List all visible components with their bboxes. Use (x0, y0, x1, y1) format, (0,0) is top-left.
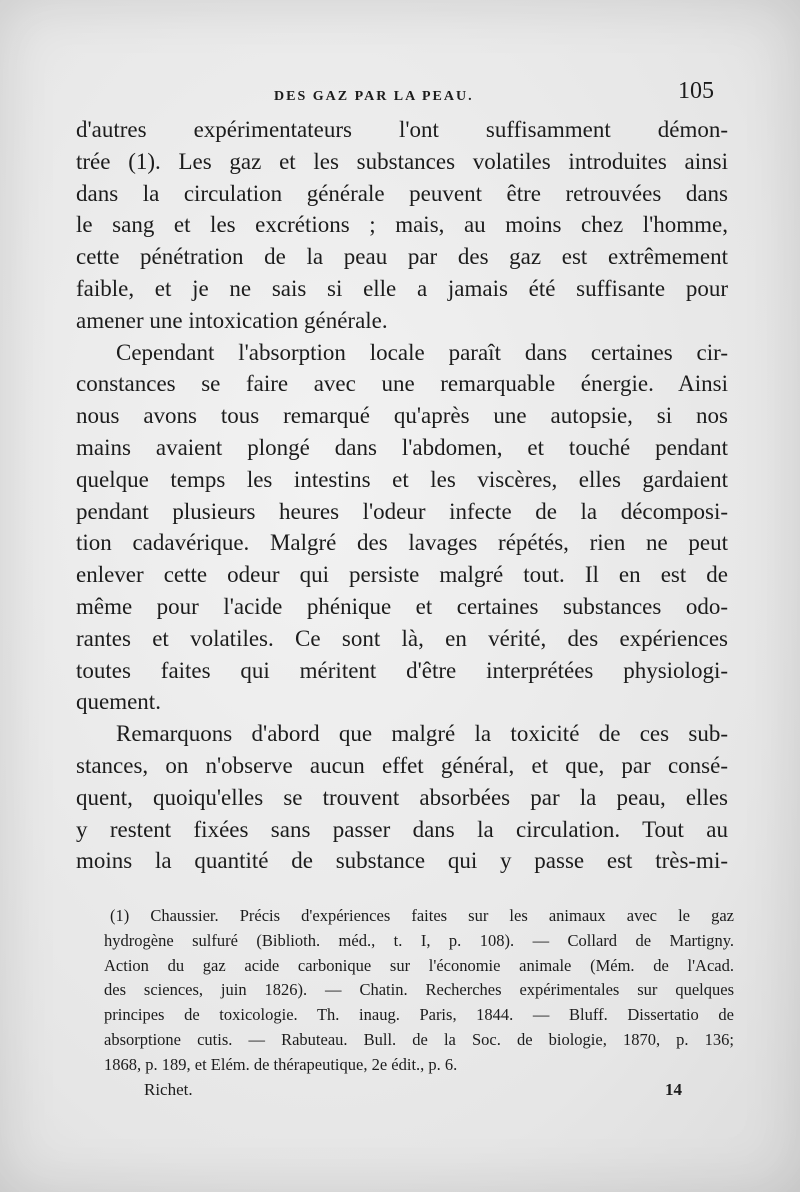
footnote-line: absorptione cutis. — Rabuteau. Bull. de la Soc. de biologie, 1870, p. 136; (104, 1029, 734, 1049)
text-line: stances, on n'observe aucun effet général, et que, par consé- (76, 752, 728, 778)
paragraph-2 (76, 337, 728, 719)
text-line: quent, quoiqu'elles se trouvent absorbées par la peau, elles (76, 784, 728, 810)
footnote-line: 1868, p. 189, et Elém. de thérapeutique, 2e édit., p. 6. (104, 1054, 458, 1074)
text-line: pendant plusieurs heures l'odeur infecte de la décomposi- (76, 498, 728, 524)
footnote-line: (1) Chaussier. Précis d'expériences faites sur les animaux avec le gaz (110, 906, 734, 925)
text-line: nous avons tous remarqué qu'après une autopsie, si nos (76, 403, 728, 429)
page-number: 105 (678, 78, 714, 104)
text-line: dans la circulation générale peuvent être retrouvées dans (76, 180, 728, 206)
text-line: constances se faire avec une remarquable énergie. Ainsi (76, 371, 728, 397)
text-line: même pour l'acide phénique et certaines substances odo- (76, 593, 728, 619)
text-line: cette pénétration de la peau par des gaz est extrêmement (76, 244, 728, 270)
text-line: tion cadavérique. Malgré des lavages répétés, rien ne peut (76, 530, 728, 556)
text-line: y restent fixées sans passer dans la circulation. Tout au (76, 816, 728, 842)
text-line: d'autres expérimentateurs l'ont suffisamment démon- (76, 117, 728, 142)
page-footer (144, 1080, 684, 1108)
text-line: rantes et volatiles. Ce sont là, en vérité, des expériences (76, 625, 728, 651)
body-text (76, 114, 728, 877)
text-line: Cependant l'absorption locale paraît dans certaines cir- (116, 339, 728, 365)
sheet-number: 14 (665, 1080, 682, 1099)
text-line: enlever cette odeur qui persiste malgré tout. Il en est de (76, 562, 728, 588)
text-line: quement. (76, 689, 161, 715)
text-line: faible, et je ne sais si elle a jamais été suffisante pour (76, 275, 728, 301)
text-line: mains avaient plongé dans l'abdomen, et touché pendant (76, 434, 728, 460)
page-header (60, 80, 720, 110)
printer-signature: Richet. (144, 1080, 193, 1099)
paragraph-1 (76, 114, 728, 337)
text-line: quelque temps les intestins et les viscères, elles gardaient (76, 466, 728, 492)
footnote-line: principes de toxicologie. Th. inaug. Paris, 1844. — Bluff. Dissertatio de (104, 1005, 734, 1025)
footnote-line: des sciences, juin 1826). — Chatin. Recherches expérimentales sur quelques (104, 980, 734, 1000)
text-line: toutes faites qui méritent d'être interprétées physiologi- (76, 657, 728, 683)
text-line: moins la quantité de substance qui y passe est très-mi- (76, 848, 728, 874)
footnote-line: hydrogène sulfuré (Biblioth. méd., t. I, p. 108). — Collard de Martigny. (104, 930, 734, 950)
text-line: le sang et les excrétions ; mais, au moins chez l'homme, (76, 212, 728, 238)
text-line: amener une intoxication générale. (76, 307, 388, 333)
text-line: trée (1). Les gaz et les substances volatiles introduites ainsi (76, 148, 728, 174)
running-head: DES GAZ PAR LA PEAU. (274, 89, 474, 104)
paragraph-3 (76, 718, 728, 877)
footnote-line: Action du gaz acide carbonique sur l'économie animale (Mém. de l'Acad. (104, 955, 734, 975)
text-line: Remarquons d'abord que malgré la toxicité de ces sub- (116, 721, 728, 747)
footnote (104, 904, 734, 1078)
